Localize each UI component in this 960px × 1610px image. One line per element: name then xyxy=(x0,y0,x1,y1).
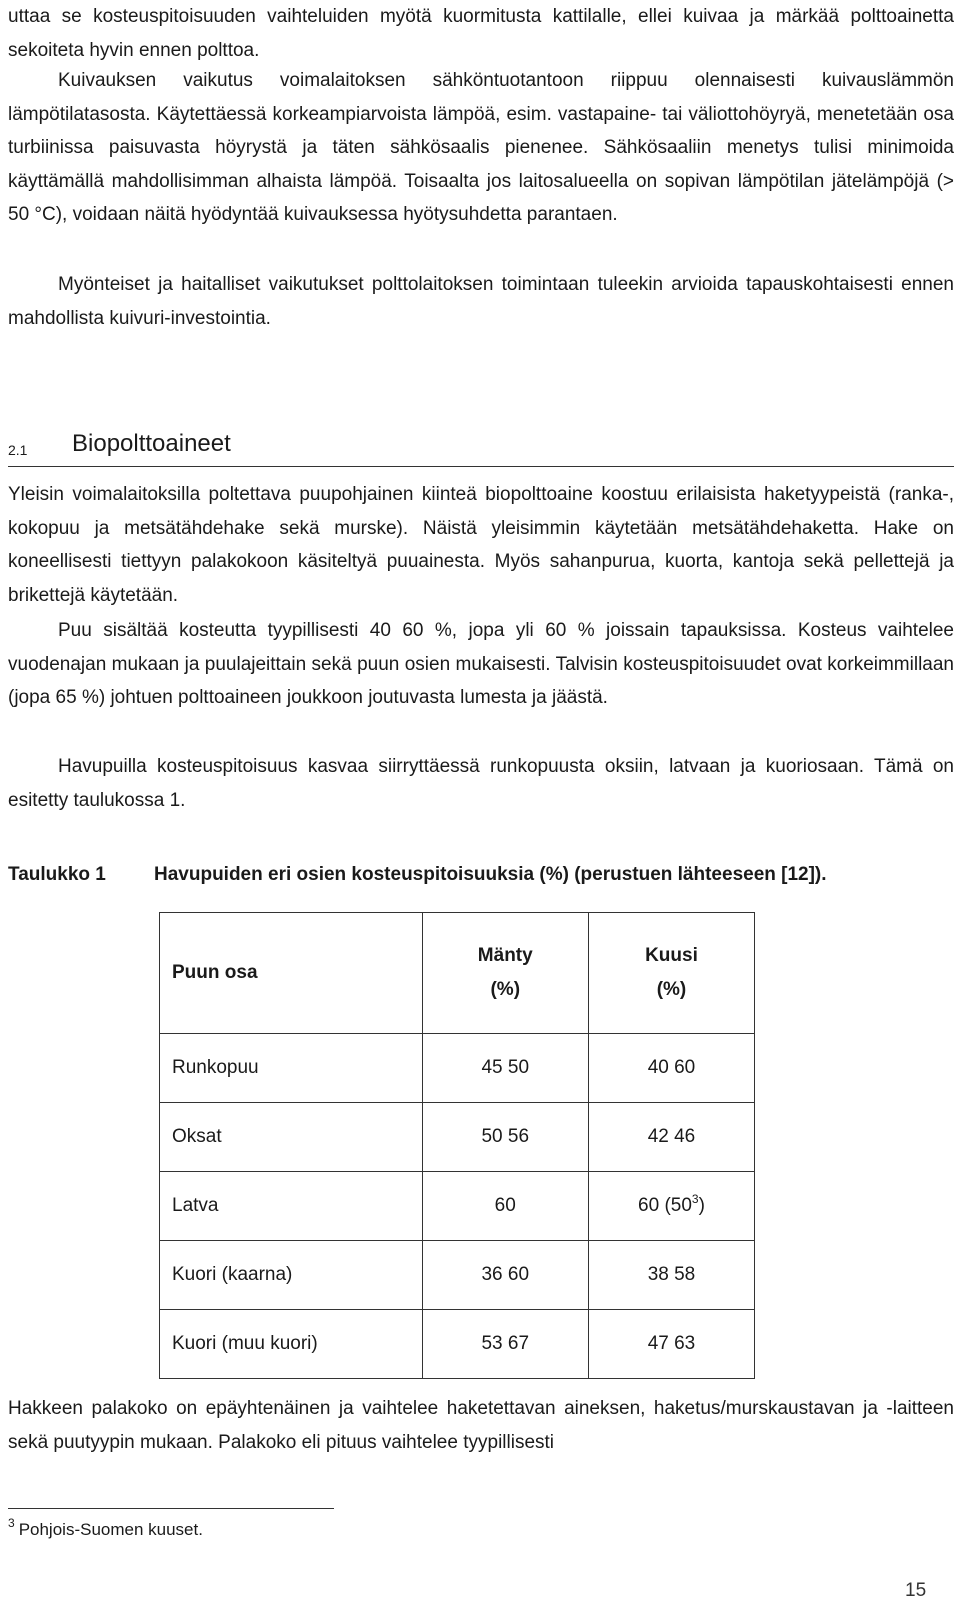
footnote-mark: 3 xyxy=(8,1516,15,1530)
footnote-separator xyxy=(8,1508,334,1509)
moisture-table xyxy=(159,912,755,1379)
page-number: 15 xyxy=(905,1580,927,1601)
table-caption-text: Havupuiden eri osien kosteuspitoisuuksia (%) (perustuen lähteeseen [12]). xyxy=(154,864,827,885)
cell-kuusi: 42 46 xyxy=(588,1103,754,1172)
paragraph-chip-size: Hakkeen palakoko on epäyhtenäinen ja vaihtelee haketettavan aineksen, haketus/murskaustavan ja -laitteen sekä puutyypin mukaan. Palakoko eli pituus vaihtelee tyypillisesti xyxy=(8,1398,954,1453)
header-manty-unit: (%) xyxy=(490,979,521,1000)
footnote xyxy=(8,1516,203,1540)
paragraph-moisture-content: Puu sisältää kosteutta tyypillisesti 40 60 %, jopa yli 60 % joissain tapauksissa. Kosteus vaihtelee vuodenajan mukaan ja puulajeittain sekä puun osien mukaisesti. Talvisin kosteuspitoisuudet ovat korkeimmillaan (jopa 65 %) johtuen polttoaineen joukkoon joutuvasta lumesta ja jäästä. xyxy=(8,620,954,709)
table-row xyxy=(160,1103,755,1172)
cell-manty: 53 67 xyxy=(422,1310,588,1379)
footnote-text: Pohjois-Suomen kuuset. xyxy=(18,1520,203,1539)
section-number: 2.1 xyxy=(8,442,28,458)
header-kuusi-unit: (%) xyxy=(656,979,687,1000)
cell-part: Runkopuu xyxy=(160,1034,423,1103)
table-row xyxy=(160,1241,755,1310)
header-manty xyxy=(422,913,588,1034)
cell-manty: 60 xyxy=(422,1172,588,1241)
footnote-reference: 3 xyxy=(691,1192,699,1206)
table-header-row xyxy=(160,913,755,1034)
cell-kuusi: 40 60 xyxy=(588,1034,754,1103)
cell-manty: 50 56 xyxy=(422,1103,588,1172)
cell-kuusi: 38 58 xyxy=(588,1241,754,1310)
cell-kuusi-close: ) xyxy=(698,1195,705,1216)
cell-manty: 36 60 xyxy=(422,1241,588,1310)
cell-part: Kuori (muu kuori) xyxy=(160,1310,423,1379)
cell-part: Latva xyxy=(160,1172,423,1241)
paragraph-conifer-moisture: Havupuilla kosteuspitoisuus kasvaa siirryttäessä runkopuusta oksiin, latvaan ja kuoriosaan. Tämä on esitetty taulukossa 1. xyxy=(8,756,954,811)
cell-part: Kuori (kaarna) xyxy=(160,1241,423,1310)
paragraph-investment-assessment: Myönteiset ja haitalliset vaikutukset polttolaitoksen toimintaan tuleekin arvioida tapauskohtaisesti ennen mahdollista kuivuri-investointia. xyxy=(8,274,954,329)
paragraph-drying-effect: Kuivauksen vaikutus voimalaitoksen sähköntuotantoon riippuu olennaisesti kuivauslämmön lämpötilatasosta. Käytettäessä korkeampiarvoista lämpöä, esim. vastapaine- tai väliottohöyryä, menetetään osa turbiinissa paisuvasta höyrystä ja täten sähkösaalis pienenee. Sähkösaaliin menetys tulisi minimoida käyttämällä mahdollisimman alhaista lämpöä. Toisaalta jos laitosalueella on sopivan lämpötilan jätelämpöjä (> 50 °C), voidaan näitä hyödyntää kuivauksessa hyötysuhdetta parantaen. xyxy=(8,70,954,226)
section-heading xyxy=(8,428,954,467)
cell-part: Oksat xyxy=(160,1103,423,1172)
header-kuusi-name: Kuusi xyxy=(645,945,698,966)
header-puun-osa: Puun osa xyxy=(160,913,423,1034)
table-row xyxy=(160,1310,755,1379)
cell-kuusi xyxy=(588,1172,754,1241)
cell-manty: 45 50 xyxy=(422,1034,588,1103)
table-caption-label: Taulukko 1 xyxy=(8,864,106,885)
paragraph-moisture-load: uttaa se kosteuspitoisuuden vaihteluiden myötä kuormitusta kattilalle, ellei kuivaa ja märkää polttoainetta sekoiteta hyvin ennen polttoa. xyxy=(8,6,954,61)
paragraph-wood-chips: Yleisin voimalaitoksilla poltettava puupohjainen kiinteä biopolttoaine koostuu erilaisista haketyypeistä (ranka-, kokopuu ja metsätähdehake sekä murske). Näistä yleisimmin käytetään metsätähdehaketta. Hake on koneellisesti tiettyyn palakokoon käsiteltyä puuainesta. Myös sahanpurua, kuorta, kantoja sekä pellettejä ja brikettejä käytetään. xyxy=(8,484,954,606)
table-row xyxy=(160,1034,755,1103)
cell-kuusi: 47 63 xyxy=(588,1310,754,1379)
header-kuusi xyxy=(588,913,754,1034)
cell-kuusi-value: 60 (50 xyxy=(638,1195,692,1216)
table-row xyxy=(160,1172,755,1241)
section-title: Biopolttoaineet xyxy=(72,430,231,457)
header-manty-name: Mänty xyxy=(477,945,533,966)
